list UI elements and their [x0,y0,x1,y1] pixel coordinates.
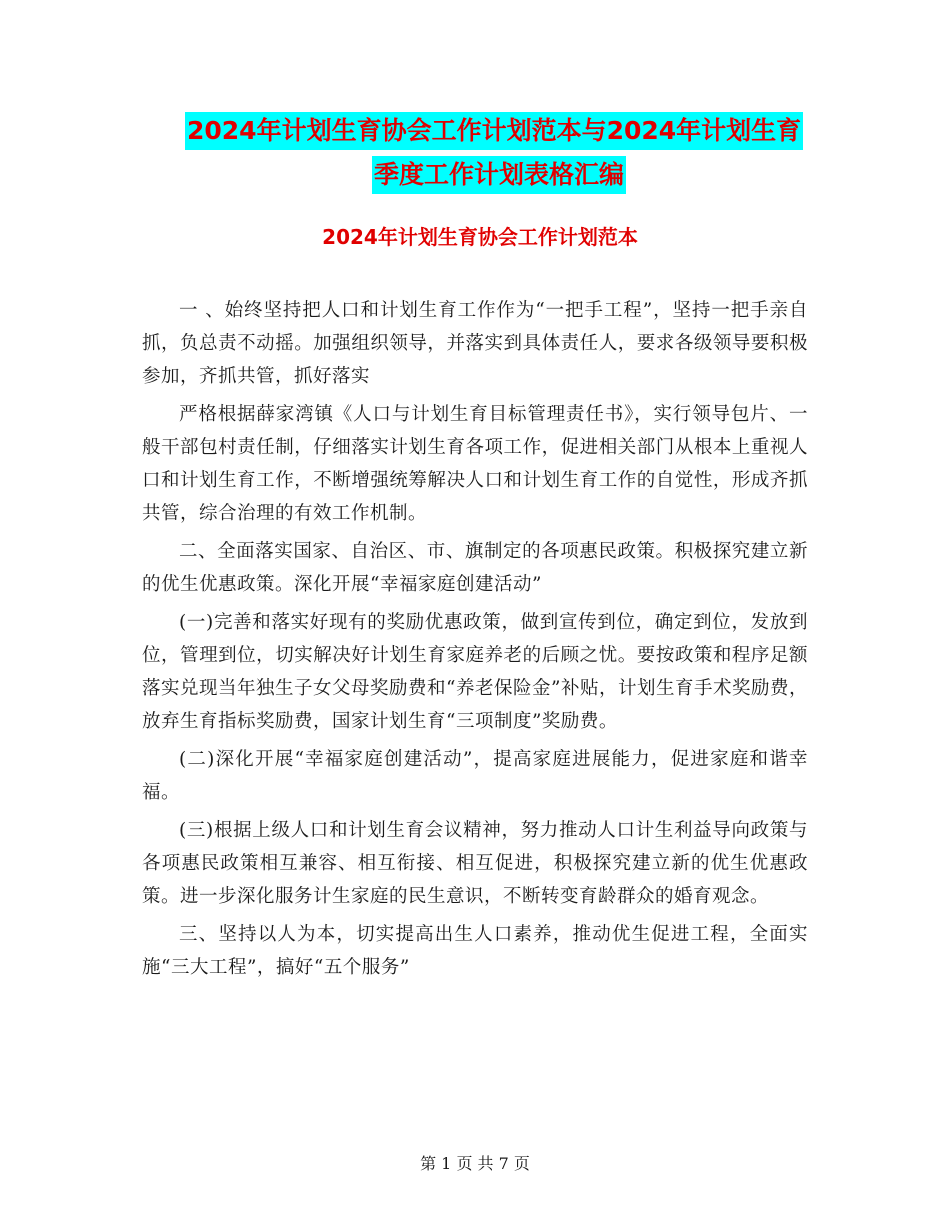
paragraph: 严格根据薛家湾镇《人口与计划生育目标管理责任书》，实行领导包片、一般干部包村责任制，仔细落实计划生育各项工作，促进相关部门从根本上重视人口和计划生育工作，不断增强统筹解决人口和计划生育工作的自觉性，形成齐抓共管，综合治理的有效工作机制。 [142,404,808,524]
title-line-2: 季度工作计划表格汇编 [372,156,626,194]
body-text [142,294,808,989]
paragraph: 一 、始终坚持把人口和计划生育工作作为“一把手工程”，坚持一把手亲自抓，负总责不动摇。加强组织领导，并落实到具体责任人，要求各级领导要积极参加，齐抓共管，抓好落实 [142,300,808,387]
paragraph: 二、全面落实国家、自治区、市、旗制定的各项惠民政策。积极探究建立新的优生优惠政策。深化开展“幸福家庭创建活动” [142,541,808,595]
page-footer: 第 1 页 共 7 页 [420,1154,530,1173]
title-line-1: 2024年计划生育协会工作计划范本与2024年计划生育 [185,112,803,150]
paragraph: (三)根据上级人口和计划生育会议精神，努力推动人口计生利益导向政策与各项惠民政策相互兼容、相互衔接、相互促进，积极探究建立新的优生优惠政策。进一步深化服务计生家庭的民生意识，不断转变育龄群众的婚育观念。 [142,820,808,907]
section-heading: 2024年计划生育协会工作计划范本 [322,225,638,249]
paragraph: (二)深化开展“幸福家庭创建活动”，提高家庭进展能力，促进家庭和谐幸福。 [142,749,808,803]
paragraph: 三、坚持以人为本，切实提高出生人口素养，推动优生促进工程，全面实施“三大工程”，搞好“五个服务” [142,924,808,978]
paragraph: (一)完善和落实好现有的奖励优惠政策，做到宣传到位，确定到位，发放到位，管理到位，切实解决好计划生育家庭养老的后顾之忧。要按政策和程序足额落实兑现当年独生子女父母奖励费和“养老保险金”补贴，计划生育手术奖励费，放弃生育指标奖励费，国家计划生育“三项制度”奖励费。 [142,612,808,732]
